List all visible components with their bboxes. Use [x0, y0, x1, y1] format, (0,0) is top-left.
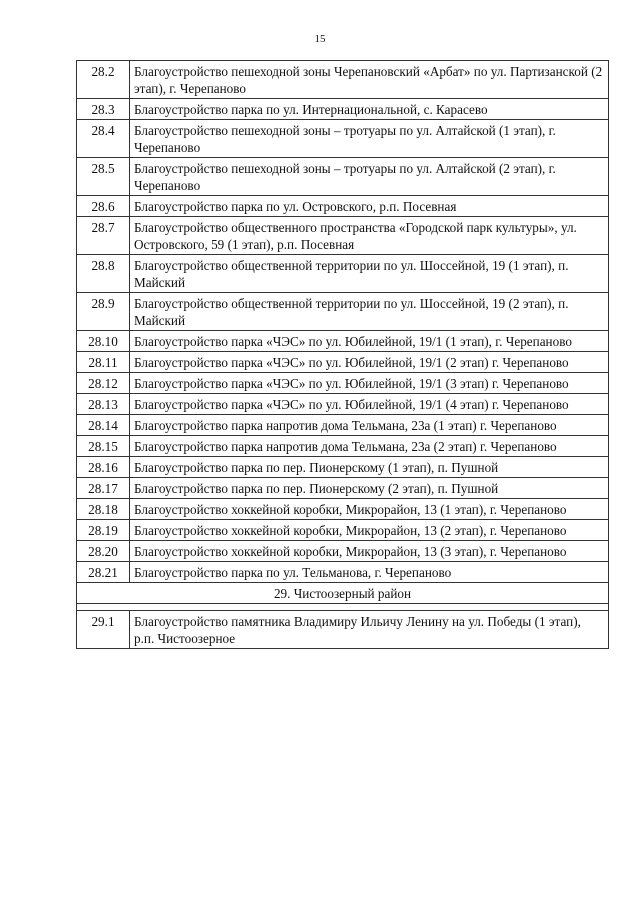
- row-description: Благоустройство памятника Владимиру Ильичу Ленину на ул. Победы (1 этап), р.п. Чистоозерное: [130, 611, 609, 649]
- row-number: 28.18: [77, 499, 130, 520]
- row-number: 28.2: [77, 61, 130, 99]
- row-number: 28.15: [77, 436, 130, 457]
- section-header-row: [77, 583, 609, 604]
- row-number: 28.9: [77, 293, 130, 331]
- table-row: [77, 457, 609, 478]
- table-row: [77, 520, 609, 541]
- row-description: Благоустройство парка напротив дома Тельмана, 23а (2 этап) г. Черепаново: [130, 436, 609, 457]
- section-gap: [77, 604, 609, 611]
- row-description: Благоустройство парка по ул. Тельманова, г. Черепаново: [130, 562, 609, 583]
- table-row: [77, 255, 609, 293]
- table-row: [77, 293, 609, 331]
- row-description: Благоустройство хоккейной коробки, Микрорайон, 13 (3 этап), г. Черепаново: [130, 541, 609, 562]
- row-number: 28.6: [77, 196, 130, 217]
- row-description: Благоустройство парка «ЧЭС» по ул. Юбилейной, 19/1 (4 этап) г. Черепаново: [130, 394, 609, 415]
- row-description: Благоустройство парка «ЧЭС» по ул. Юбилейной, 19/1 (1 этап), г. Черепаново: [130, 331, 609, 352]
- table-row: [77, 196, 609, 217]
- page-number: 15: [314, 33, 326, 45]
- row-number: 28.10: [77, 331, 130, 352]
- row-number: 28.12: [77, 373, 130, 394]
- table-row: [77, 373, 609, 394]
- table-row: [77, 99, 609, 120]
- row-number: 28.11: [77, 352, 130, 373]
- row-description: Благоустройство пешеходной зоны Черепановский «Арбат» по ул. Партизанской (2 этап), г. Черепаново: [130, 61, 609, 99]
- row-number: 28.17: [77, 478, 130, 499]
- section-title: 29. Чистоозерный район: [77, 583, 609, 604]
- row-number: 28.8: [77, 255, 130, 293]
- row-number: 28.3: [77, 99, 130, 120]
- row-number: 29.1: [77, 611, 130, 649]
- table-row: [77, 436, 609, 457]
- row-number: 28.4: [77, 120, 130, 158]
- projects-table: [76, 60, 609, 649]
- table-row: [77, 331, 609, 352]
- row-description: Благоустройство парка по ул. Островского, р.п. Посевная: [130, 196, 609, 217]
- row-number: 28.13: [77, 394, 130, 415]
- row-number: 28.14: [77, 415, 130, 436]
- row-number: 28.7: [77, 217, 130, 255]
- row-description: Благоустройство парка по ул. Интернациональной, с. Карасево: [130, 99, 609, 120]
- row-description: Благоустройство общественной территории по ул. Шоссейной, 19 (2 этап), п. Майский: [130, 293, 609, 331]
- table-row: [77, 611, 609, 649]
- table-row: [77, 499, 609, 520]
- table-row: [77, 352, 609, 373]
- table-row: [77, 158, 609, 196]
- row-description: Благоустройство парка «ЧЭС» по ул. Юбилейной, 19/1 (3 этап) г. Черепаново: [130, 373, 609, 394]
- row-number: 28.5: [77, 158, 130, 196]
- row-number: 28.20: [77, 541, 130, 562]
- row-description: Благоустройство хоккейной коробки, Микрорайон, 13 (2 этап), г. Черепаново: [130, 520, 609, 541]
- row-description: Благоустройство парка по пер. Пионерскому (1 этап), п. Пушной: [130, 457, 609, 478]
- row-number: 28.21: [77, 562, 130, 583]
- row-description: Благоустройство пешеходной зоны – тротуары по ул. Алтайской (1 этап), г. Черепаново: [130, 120, 609, 158]
- row-number: 28.16: [77, 457, 130, 478]
- table-row: [77, 478, 609, 499]
- row-description: Благоустройство парка напротив дома Тельмана, 23а (1 этап) г. Черепаново: [130, 415, 609, 436]
- table-row: [77, 541, 609, 562]
- row-description: Благоустройство парка «ЧЭС» по ул. Юбилейной, 19/1 (2 этап) г. Черепаново: [130, 352, 609, 373]
- table-row: [77, 562, 609, 583]
- row-description: Благоустройство хоккейной коробки, Микрорайон, 13 (1 этап), г. Черепаново: [130, 499, 609, 520]
- row-description: Благоустройство парка по пер. Пионерскому (2 этап), п. Пушной: [130, 478, 609, 499]
- table-row: [77, 61, 609, 99]
- row-number: 28.19: [77, 520, 130, 541]
- row-description: Благоустройство пешеходной зоны – тротуары по ул. Алтайской (2 этап), г. Черепаново: [130, 158, 609, 196]
- table-row: [77, 394, 609, 415]
- row-description: Благоустройство общественной территории по ул. Шоссейной, 19 (1 этап), п. Майский: [130, 255, 609, 293]
- table-row: [77, 120, 609, 158]
- table-row: [77, 217, 609, 255]
- row-description: Благоустройство общественного пространства «Городской парк культуры», ул. Островского, 59 (1 этап), р.п. Посевная: [130, 217, 609, 255]
- table-row: [77, 415, 609, 436]
- section-gap-cell: [77, 604, 609, 611]
